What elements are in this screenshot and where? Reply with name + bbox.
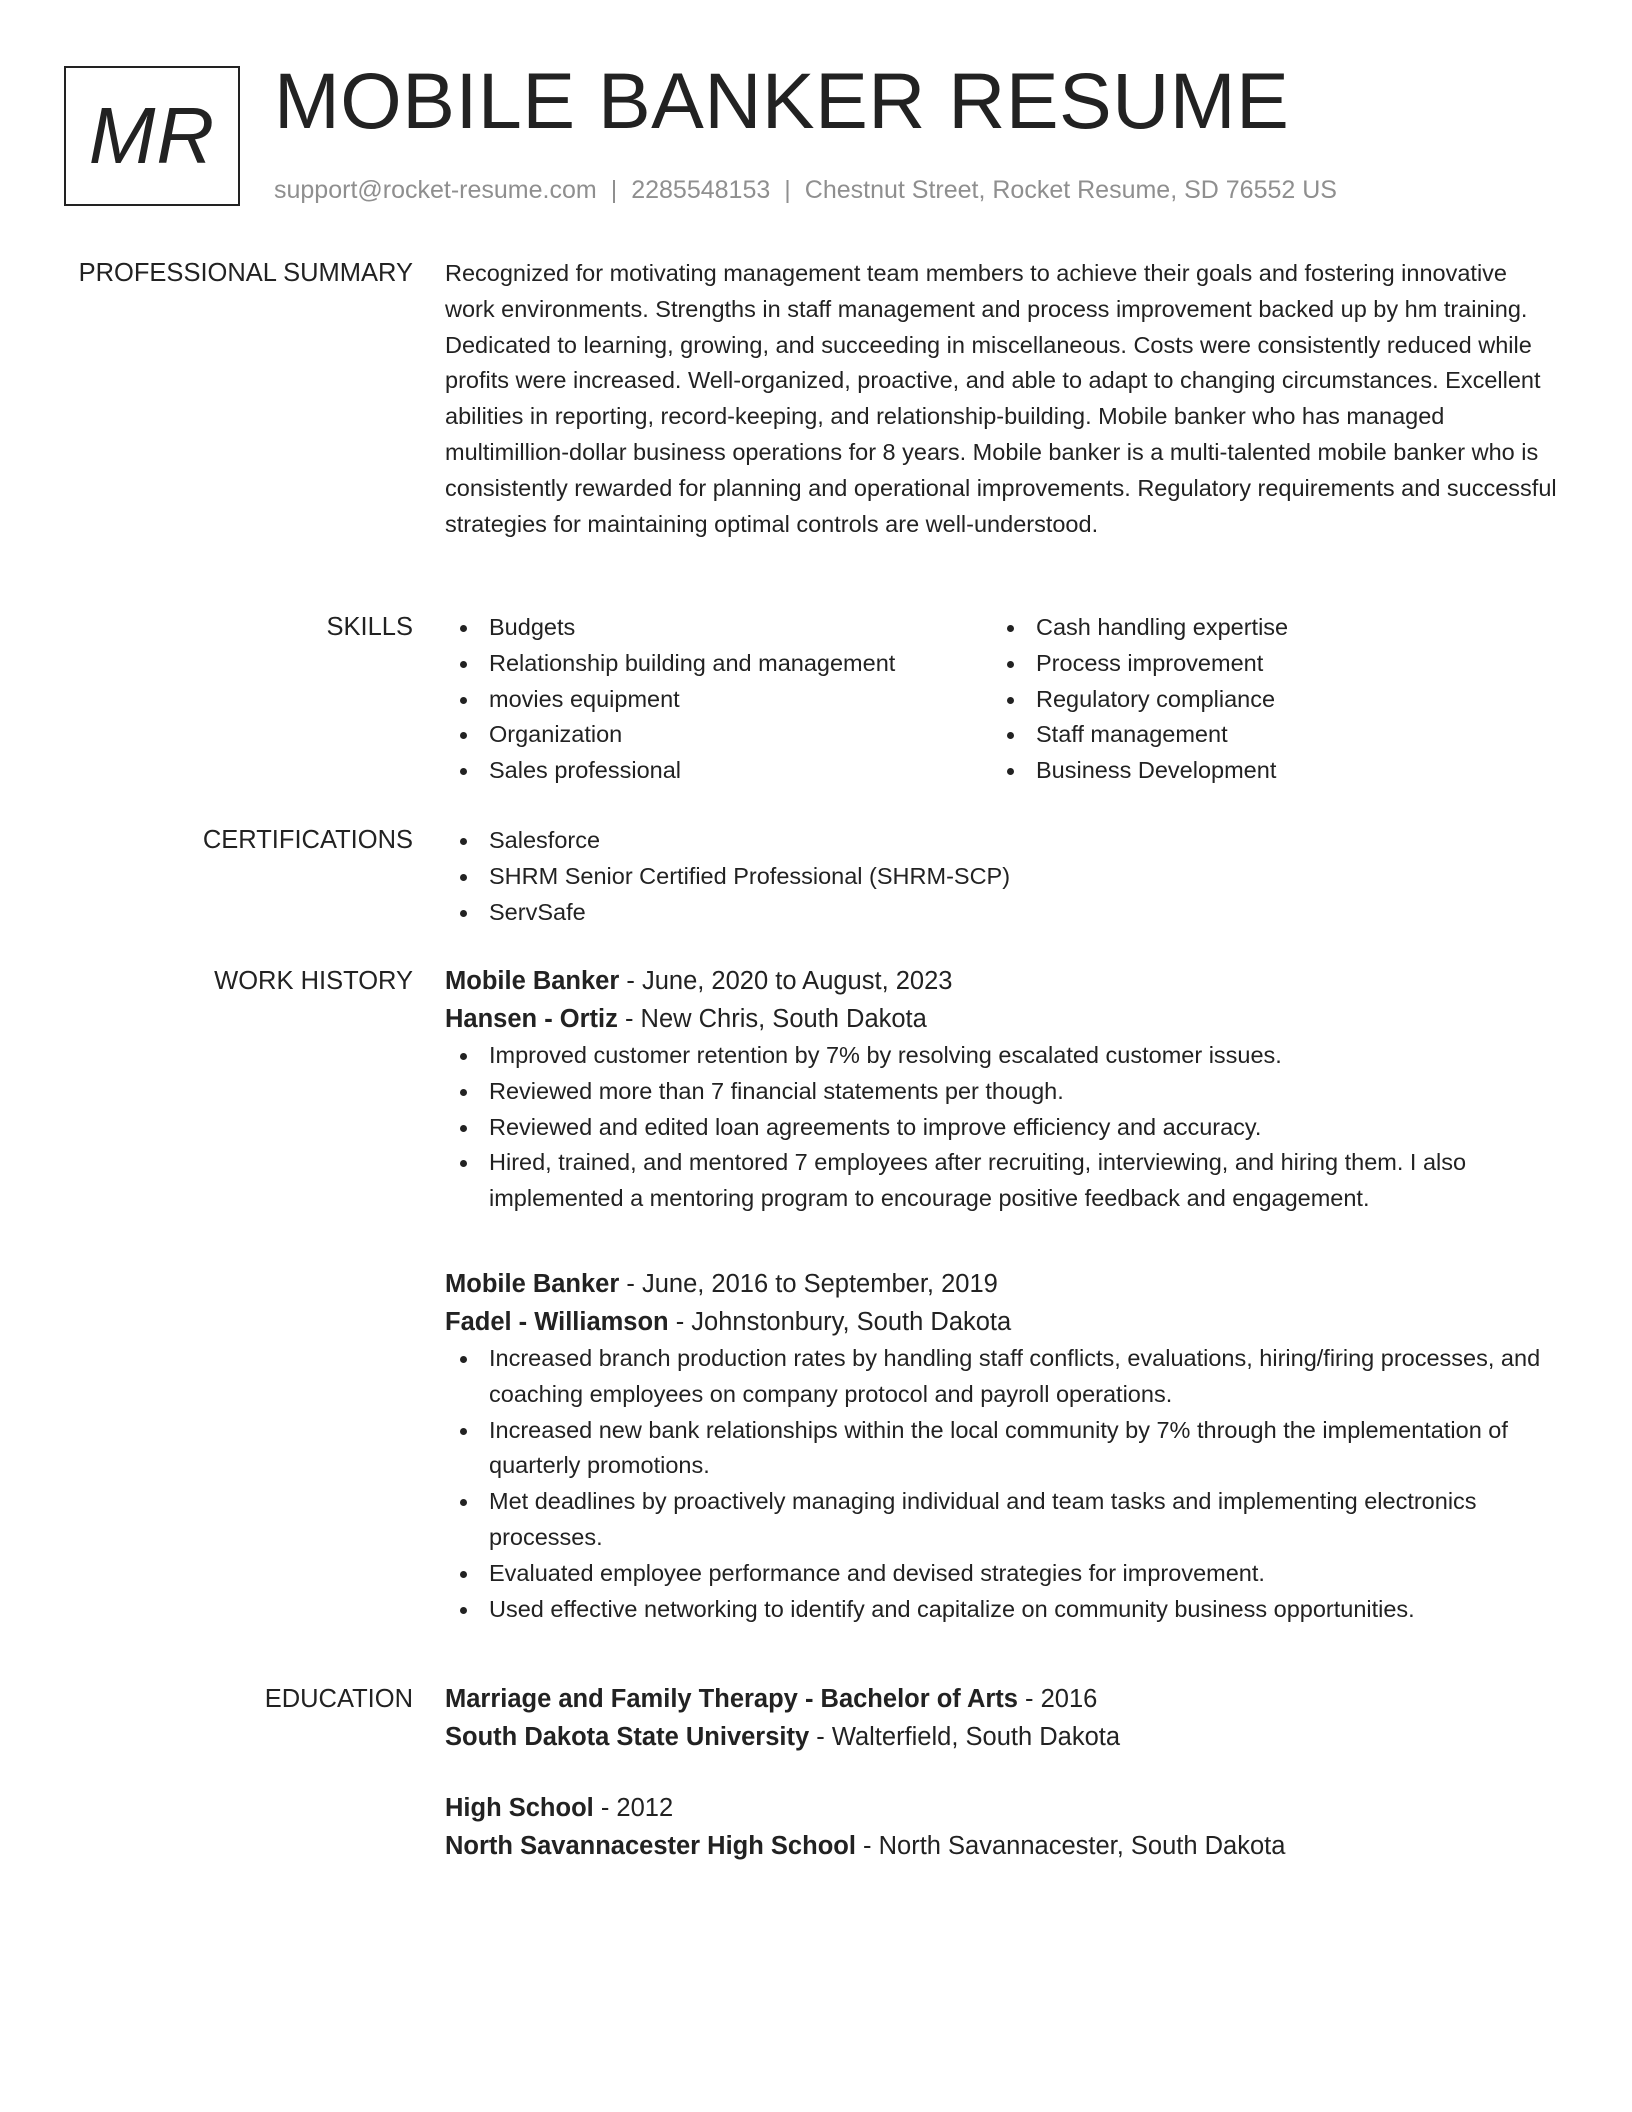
job-company: Fadel - Williamson [445,1308,669,1336]
job-bullet: Improved customer retention by 7% by resolving escalated customer issues. [445,1038,1560,1074]
skill-item: Budgets [445,610,992,646]
skill-item: Organization [445,717,992,753]
degree-line [445,1789,1560,1827]
job-bullet: Hired, trained, and mentored 7 employees after recruiting, interviewing, and hiring them. I also implemented a mentoring program to encourage positive feedback and engagement. [445,1145,1560,1217]
certification-item: ServSafe [445,895,1560,931]
job-bullet: Increased branch production rates by handling staff conflicts, evaluations, hiring/firing processes, and coaching employees on company protocol and payroll operations. [445,1341,1560,1413]
skill-item: Staff management [992,717,1539,753]
job-bullet: Reviewed and edited loan agreements to improve efficiency and accuracy. [445,1110,1560,1146]
job-company-line [445,1000,1560,1038]
job-title: Mobile Banker [445,1270,620,1298]
skill-item: Cash handling expertise [992,610,1539,646]
job-bullets [445,1341,1560,1627]
job-entry [445,1265,1560,1627]
monogram-box [64,66,240,206]
contact-separator: | [784,176,791,204]
job-bullets [445,1038,1560,1217]
job-bullet: Used effective networking to identify and capitalize on community business opportunities. [445,1592,1560,1628]
skill-item: Regulatory compliance [992,682,1539,718]
degree-year: - 2012 [593,1794,674,1822]
skills-list-left [445,610,992,789]
contact-address: Chestnut Street, Rocket Resume, SD 76552 US [804,176,1337,204]
contact-line [274,174,1337,206]
skill-item: Business Development [992,753,1539,789]
job-entry [445,962,1560,1217]
certifications-body [445,823,1560,930]
degree: High School [445,1794,594,1822]
school-line [445,1718,1560,1756]
job-bullet: Reviewed more than 7 financial statements per though. [445,1074,1560,1110]
job-bullet: Evaluated employee performance and devised strategies for improvement. [445,1556,1560,1592]
school-line [445,1827,1560,1865]
job-title-line [445,1265,1560,1303]
school: South Dakota State University [445,1723,810,1751]
resume-title: MOBILE BANKER RESUME [274,56,1290,145]
degree: Marriage and Family Therapy - Bachelor of Arts [445,1685,1018,1713]
job-location: - Johnstonbury, South Dakota [668,1308,1012,1336]
skill-item: Sales professional [445,753,992,789]
job-location: - New Chris, South Dakota [617,1005,927,1033]
job-company: Hansen - Ortiz [445,1005,618,1033]
job-title: Mobile Banker [445,967,620,995]
summary-heading: PROFESSIONAL SUMMARY [78,259,413,287]
job-bullet: Met deadlines by proactively managing individual and team tasks and implementing electronics processes. [445,1484,1560,1556]
job-dates: - June, 2016 to September, 2019 [619,1270,998,1298]
contact-phone: 2285548153 [631,176,771,204]
skills-grid [445,610,1560,789]
job-company-line [445,1303,1560,1341]
initials: MR [88,91,216,180]
education-entry [445,1680,1560,1756]
skill-item: movies equipment [445,682,992,718]
certification-item: Salesforce [445,823,1560,859]
school: North Savannacester High School [445,1832,856,1860]
skill-item: Relationship building and management [445,646,992,682]
skills-heading: SKILLS [326,613,413,641]
job-title-line [445,962,1560,1000]
summary-text: Recognized for motivating management team members to achieve their goals and fostering innovative work environments. Strengths in staff management and process improvement backed up by hm training. Dedicated to learning, growing, and succeeding in miscellaneous. Costs were consistently reduced while profits were increased. Well-organized, proactive, and able to adapt to changing circumstances. Excellent abilities in reporting, record-keeping, and relationship-building. Mobile banker who has managed multimillion-dollar business operations for 8 years. Mobile banker is a multi-talented mobile banker who is consistently rewarded for planning and operational improvements. Regulatory requirements and successful strategies for maintaining optimal controls are well-understood. [445,260,1557,537]
contact-separator: | [610,176,618,204]
degree-line [445,1680,1560,1718]
job-dates: - June, 2020 to August, 2023 [619,967,953,995]
skill-item: Process improvement [992,646,1539,682]
skills-list-right [992,610,1539,789]
education-heading: EDUCATION [264,1685,413,1713]
education-entry [445,1789,1560,1865]
certification-item: SHRM Senior Certified Professional (SHRM-SCP) [445,859,1560,895]
degree-year: - 2016 [1017,1685,1098,1713]
contact-email: support@rocket-resume.com [274,176,597,204]
job-bullet: Increased new bank relationships within the local community by 7% through the implementation of quarterly promotions. [445,1413,1560,1485]
school-location: - Walterfield, South Dakota [809,1723,1121,1751]
certifications-heading: CERTIFICATIONS [202,826,413,854]
school-location: - North Savannacester, South Dakota [855,1832,1286,1860]
certifications-list [445,823,1560,930]
work-history-heading: WORK HISTORY [214,967,413,995]
